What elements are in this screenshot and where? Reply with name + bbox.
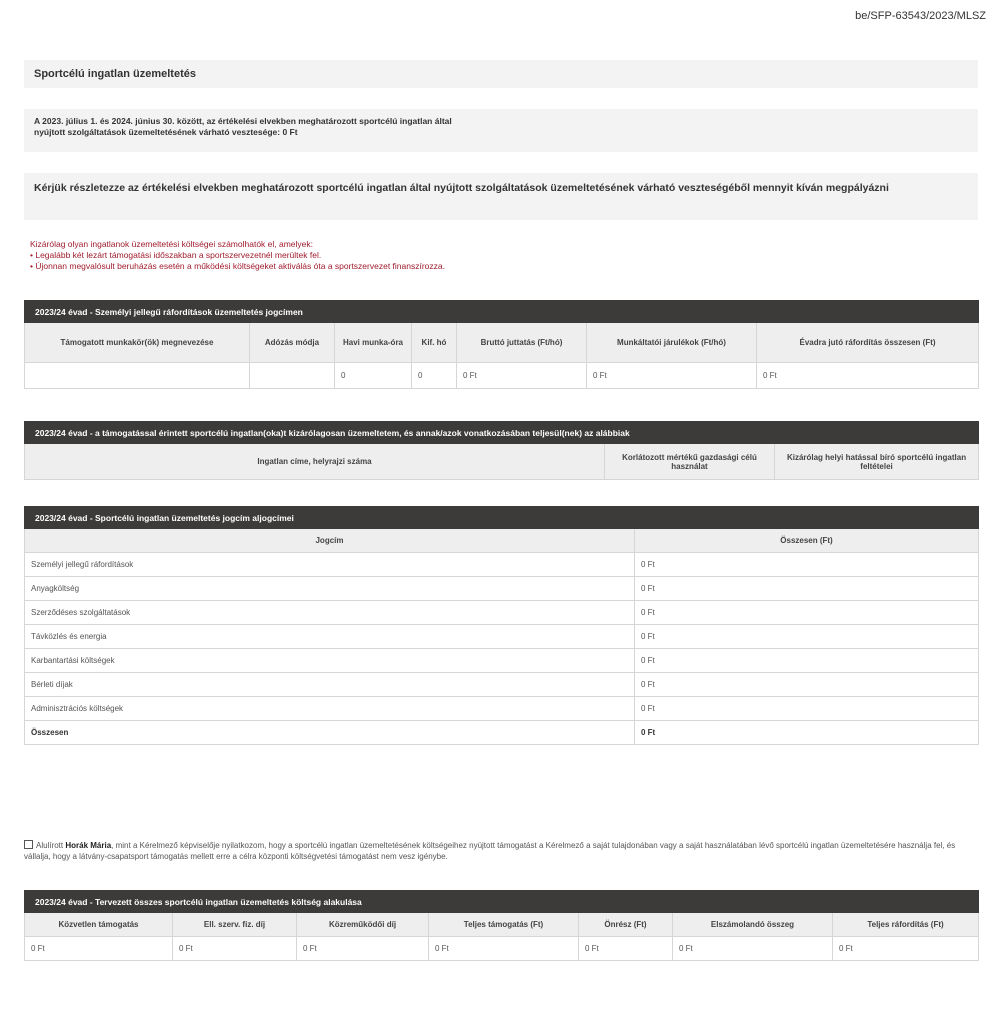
table-cell: 0 Ft bbox=[25, 937, 173, 961]
amount-cell: 0 Ft bbox=[635, 625, 979, 649]
jogcim-cell: Szerződéses szolgáltatások bbox=[25, 601, 635, 625]
jogcim-cell: Távközlés és energia bbox=[25, 625, 635, 649]
table-cell: 0 Ft bbox=[757, 363, 979, 389]
jogcim-cell: Személyi jellegű ráfordítások bbox=[25, 553, 635, 577]
jogcim-cell: Bérleti díjak bbox=[25, 673, 635, 697]
table-cell: 0 Ft bbox=[457, 363, 587, 389]
jogcim-cell: Anyagköltség bbox=[25, 577, 635, 601]
column-header: Közvetlen támogatás bbox=[25, 913, 173, 937]
table-row bbox=[25, 601, 979, 625]
info-box bbox=[24, 109, 978, 152]
personnel-costs-table bbox=[24, 300, 979, 389]
eligibility-notes bbox=[30, 239, 970, 272]
column-header: Munkáltatói járulékok (Ft/hó) bbox=[587, 323, 757, 363]
declaration-text: , mint a Kérelmező képviselője nyilatkozom, hogy a sportcélú ingatlan üzemeltetésének költségeihez nyújtott támogatást a Kérelmező a saját tulajdonában vagy a saját használatában lévő sportcélú ingatlan üzemeltetésére használja fel, és vállalja, hogy a látvány-csapatsport támogatás mellett erre a célra központi költségvetési támogatást nem vesz igénybe. bbox=[24, 841, 956, 861]
section-title: Sportcélú ingatlan üzemeltetés bbox=[24, 60, 978, 88]
column-header: Bruttó juttatás (Ft/hó) bbox=[457, 323, 587, 363]
total-row bbox=[25, 721, 979, 745]
column-header: Kif. hó bbox=[412, 323, 457, 363]
column-header: Adózás módja bbox=[250, 323, 335, 363]
property-conditions-table bbox=[24, 421, 979, 480]
table-row bbox=[25, 697, 979, 721]
table-cell: 0 Ft bbox=[173, 937, 297, 961]
table-cell bbox=[250, 363, 335, 389]
representative-name: Horák Mária bbox=[65, 841, 112, 850]
column-header: Kizárólag helyi hatással bíró sportcélú ingatlan feltételei bbox=[775, 444, 979, 480]
table-cell: 0 Ft bbox=[673, 937, 833, 961]
table-cell: 0 bbox=[335, 363, 412, 389]
jogcim-cell: Adminisztrációs költségek bbox=[25, 697, 635, 721]
amount-cell: 0 Ft bbox=[635, 673, 979, 697]
column-header: Teljes ráfordítás (Ft) bbox=[833, 913, 979, 937]
amount-cell: 0 Ft bbox=[635, 577, 979, 601]
column-header: Összesen (Ft) bbox=[635, 529, 979, 553]
table-title: 2023/24 évad - a támogatással érintett sportcélú ingatlan(oka)t kizárólagosan üzemeltetem, és annak/azok vonatkozásában teljesül(nek) az alábbiak bbox=[25, 422, 979, 444]
table-row bbox=[25, 673, 979, 697]
table-title: 2023/24 évad - Személyi jellegű ráfordítások üzemeltetés jogcímen bbox=[25, 301, 979, 323]
column-header: Évadra jutó ráfordítás összesen (Ft) bbox=[757, 323, 979, 363]
declaration-checkbox[interactable] bbox=[24, 840, 33, 849]
amount-cell: 0 Ft bbox=[635, 721, 979, 745]
notes-intro: Kizárólag olyan ingatlanok üzemeltetési költségei számolhatók el, amelyek: bbox=[30, 239, 314, 249]
column-header: Korlátozott mértékű gazdasági célú használat bbox=[605, 444, 775, 480]
planned-costs-table bbox=[24, 890, 979, 961]
column-header: Elszámolandó összeg bbox=[673, 913, 833, 937]
column-header: Havi munka-óra bbox=[335, 323, 412, 363]
column-header: Ell. szerv. fiz. díj bbox=[173, 913, 297, 937]
info-text-line2: nyújtott szolgáltatások üzemeltetésének várható vesztesége: 0 Ft bbox=[34, 127, 298, 137]
column-header: Ingatlan címe, helyrajzi száma bbox=[25, 444, 605, 480]
amount-cell: 0 Ft bbox=[635, 601, 979, 625]
column-header: Közreműködői díj bbox=[297, 913, 429, 937]
column-header: Teljes támogatás (Ft) bbox=[429, 913, 579, 937]
table-row bbox=[25, 625, 979, 649]
subcategory-table bbox=[24, 506, 979, 745]
jogcim-cell: Karbantartási költségek bbox=[25, 649, 635, 673]
notes-bullet: • Újonnan megvalósult beruházás esetén a működési költségeket aktiválás óta a sportszervezet finanszírozza. bbox=[30, 261, 970, 272]
table-cell: 0 bbox=[412, 363, 457, 389]
table-row bbox=[25, 577, 979, 601]
table-title: 2023/24 évad - Sportcélú ingatlan üzemeltetés jogcím aljogcímei bbox=[25, 507, 979, 529]
table-row bbox=[25, 649, 979, 673]
amount-cell: 0 Ft bbox=[635, 553, 979, 577]
table-row bbox=[25, 553, 979, 577]
column-header: Önrész (Ft) bbox=[579, 913, 673, 937]
table-cell: 0 Ft bbox=[297, 937, 429, 961]
table-row bbox=[25, 937, 979, 961]
table-cell bbox=[25, 363, 250, 389]
document-reference: be/SFP-63543/2023/MLSZ bbox=[855, 10, 986, 22]
table-row bbox=[25, 363, 979, 389]
request-text: Kérjük részletezze az értékelési elvekben meghatározott sportcélú ingatlan által nyújtott szolgáltatások üzemeltetésének várható veszteségéből mennyit kíván megpályázni bbox=[24, 173, 978, 220]
info-text-line1: A 2023. július 1. és 2024. június 30. között, az értékelési elvekben meghatározott sportcélú ingatlan által bbox=[34, 116, 452, 126]
table-cell: 0 Ft bbox=[429, 937, 579, 961]
amount-cell: 0 Ft bbox=[635, 649, 979, 673]
table-cell: 0 Ft bbox=[833, 937, 979, 961]
table-cell: 0 Ft bbox=[579, 937, 673, 961]
amount-cell: 0 Ft bbox=[635, 697, 979, 721]
table-cell: 0 Ft bbox=[587, 363, 757, 389]
table-title: 2023/24 évad - Tervezett összes sportcélú ingatlan üzemeltetés költség alakulása bbox=[25, 891, 979, 913]
notes-bullet: • Legalább két lezárt támogatási időszakban a sportszervezetnél merültek fel. bbox=[30, 250, 970, 261]
declaration bbox=[24, 840, 978, 862]
column-header: Támogatott munkakör(ök) megnevezése bbox=[25, 323, 250, 363]
column-header: Jogcím bbox=[25, 529, 635, 553]
declaration-prefix: Alulírott bbox=[36, 841, 64, 850]
jogcim-cell: Összesen bbox=[25, 721, 635, 745]
